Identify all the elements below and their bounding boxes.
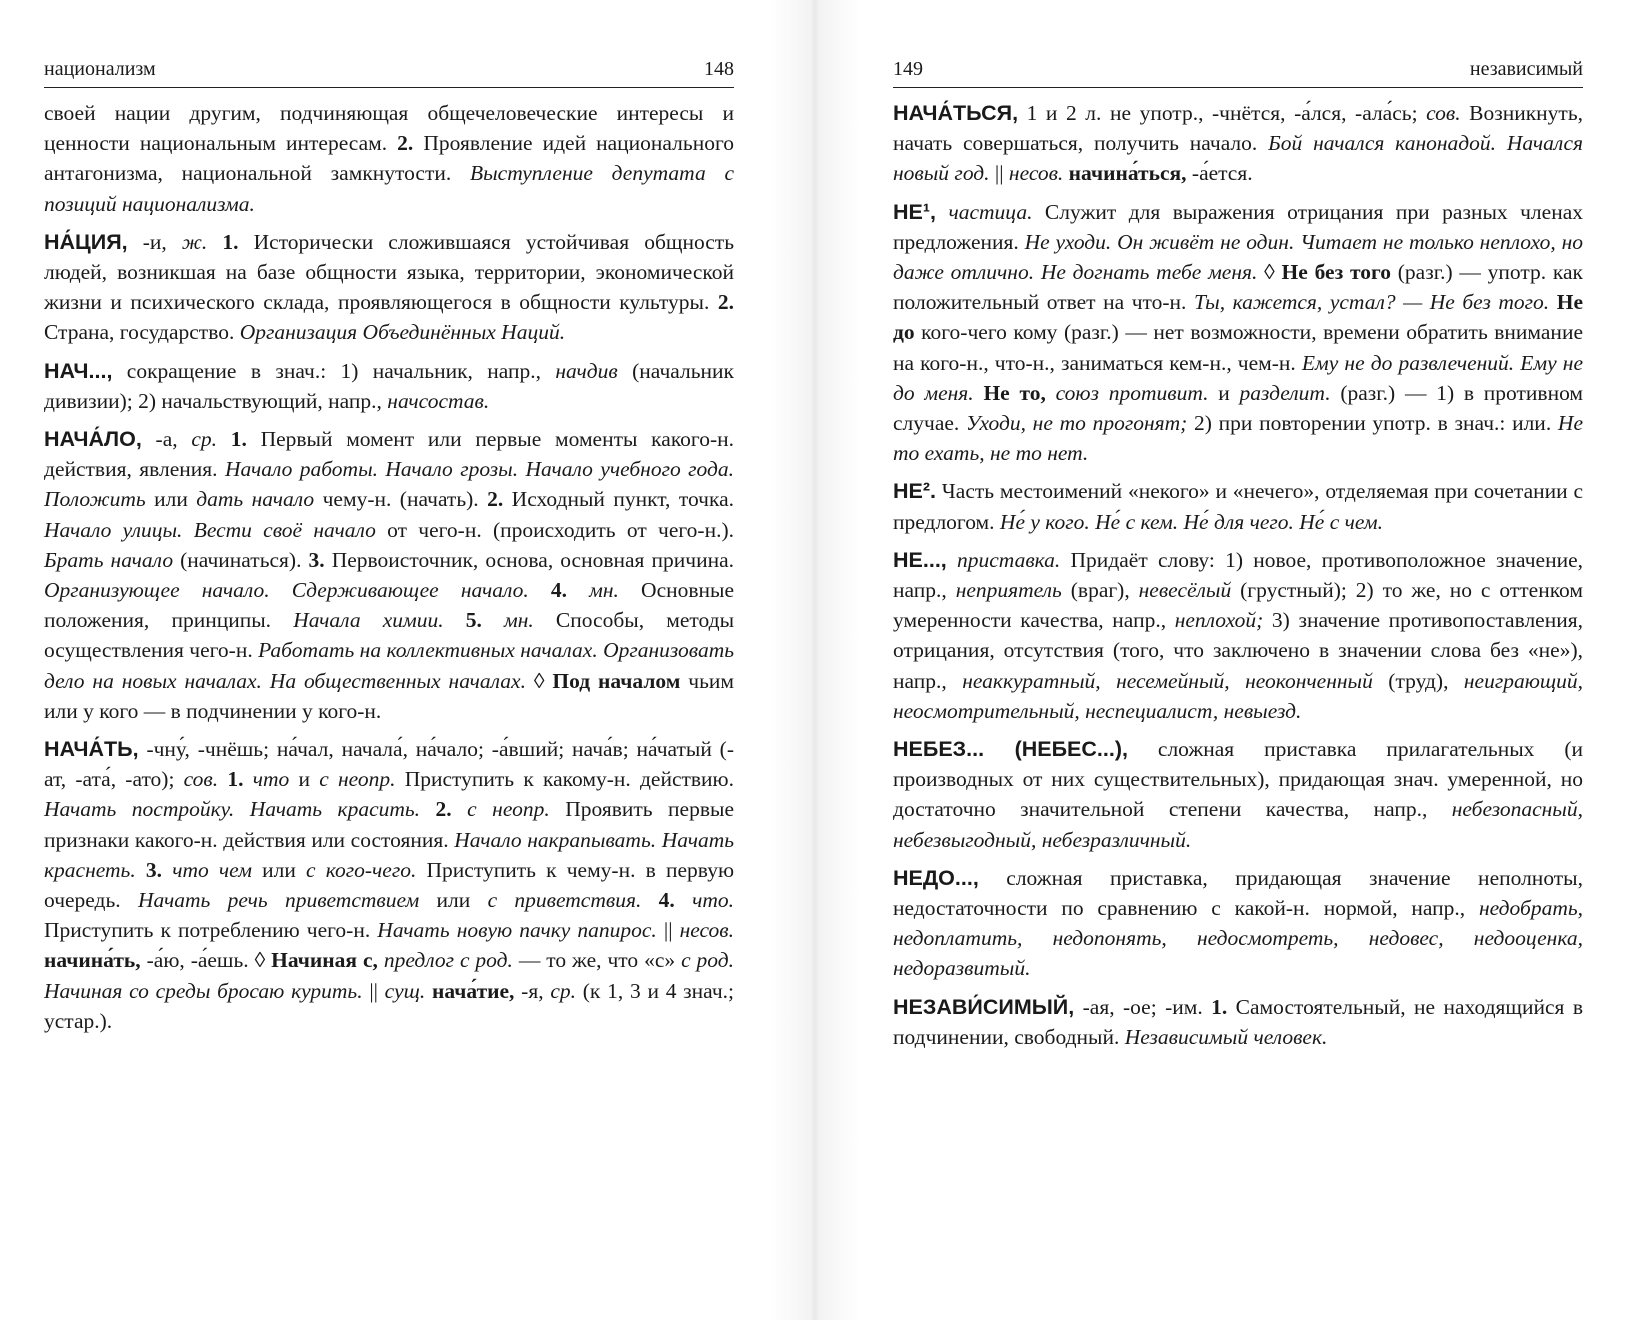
entry-text: своей нации другим, подчиняющая общечеловеческие интересы и ценности национальным интересам. (44, 101, 734, 156)
entry-italic-text: Независимый человек. (1124, 1024, 1328, 1049)
entry-text (641, 888, 658, 912)
entry-text (482, 608, 504, 632)
entry-text (162, 858, 172, 882)
entry-italic-text: Выступление депутата с позиций национализма. (44, 161, 734, 216)
entry-italic-text: Уходи, не то прогонят; (966, 411, 1188, 436)
entry-bold-text: 2. (717, 290, 734, 315)
entry-text: или (419, 888, 488, 913)
entry-text: (к 1, 3 и 4 знач.; устар.). (44, 978, 735, 1033)
entry-text (936, 200, 948, 224)
entry-italic-text: что (252, 767, 290, 792)
entry-bold-text: 2. (487, 487, 504, 512)
left-header-word: национализм (44, 58, 156, 80)
entry-text: (разг.) — 1) в противном случае. (893, 380, 1584, 436)
entry-italic-text: сущ. (384, 978, 426, 1003)
entry-bold-text: 1. (227, 767, 244, 792)
entry-bold-text: Не без того (1281, 260, 1391, 285)
entry-text: (начинаться). (173, 547, 309, 572)
entry-text (947, 548, 957, 572)
entry-text: -а́ю, -а́ешь. ◊ (140, 948, 272, 973)
entry-text: || (989, 161, 1009, 186)
entry-italic-text: начсостав. (387, 388, 490, 413)
entry-italic-text: с неопр. (467, 797, 550, 822)
entry-text: Исторически сложившаяся устойчивая общность людей, возникшая на базе общности языка, территории, экономической жизни и психического склада, проявляющегося в общности культуры. (44, 229, 734, 315)
left-running-head (44, 58, 734, 88)
entry-headword: НЕ..., (893, 547, 947, 572)
entry-headword: НАЧ..., (44, 358, 113, 383)
entry-text: || (656, 918, 680, 943)
entry-bold-text: нача́тие, (431, 978, 515, 1003)
entry-italic-text: с кого-чего. (306, 857, 417, 882)
entry-italic-text: Бой начался канонадой. Начался новый год. (893, 131, 1584, 186)
entry-text: Первый момент или первые моменты какого-н. действия, явления. (44, 427, 734, 482)
entry-text (218, 767, 227, 791)
entry-text (1549, 290, 1557, 314)
entry-italic-text: мн. (504, 608, 534, 633)
entry-text (529, 578, 551, 602)
dictionary-entry (893, 992, 1583, 1052)
entry-bold-text: 2. (397, 131, 414, 156)
entry-text: Первоисточник, основа, основная причина. (324, 547, 735, 572)
entry-bold-text: начина́ться, (1068, 161, 1187, 186)
entry-bold-text: Под началом (552, 668, 681, 693)
entry-text: и (1208, 380, 1240, 405)
dictionary-entry (893, 476, 1583, 536)
entry-text (425, 979, 432, 1003)
entry-headword: НЕ¹, (893, 199, 936, 224)
entry-text: -я, (514, 978, 551, 1003)
entry-italic-text: частица. (948, 199, 1033, 224)
entry-bold-text: Не то, (983, 380, 1046, 405)
entry-italic-text: Начало работы. Начало грозы. Начало учебного года. Положить (44, 457, 734, 512)
entry-italic-text: ср. (191, 427, 218, 452)
entry-italic-text: ж. (181, 229, 208, 254)
entry-italic-text: что. (692, 888, 734, 913)
entry-italic-text: ср. (550, 978, 577, 1003)
entry-text: и (289, 767, 320, 792)
entry-text: сложная приставка, придающая значение неполноты, недостаточности по сравнению с какой-н. нормой, напр., (893, 865, 1583, 921)
entry-text: Приступить к какому-н. действию. (395, 767, 734, 792)
entry-italic-text: неприятель (955, 578, 1062, 603)
entry-text: Способы, методы осуществления чего-н. (44, 608, 735, 663)
entry-bold-text: 4. (550, 578, 568, 603)
entry-text: (враг), (1061, 578, 1139, 603)
entry-italic-text: Начать постройку. Начать красить. (44, 797, 421, 822)
entry-italic-text: Начало накрапывать. Начать краснеть. (44, 827, 735, 882)
entry-text: Приступить к чему-н. в первую очередь. (44, 857, 735, 913)
entry-text: (разг.) — употр. как положительный ответ на что-н. (893, 260, 1584, 315)
entry-text: или (251, 857, 307, 882)
dictionary-entry (44, 98, 734, 219)
entry-text (1046, 381, 1056, 405)
entry-bold-text: 3. (308, 547, 325, 572)
entry-text: Придаёт слову: 1) новое, противоположное значение, напр., (893, 547, 1584, 603)
entry-text: 3) значение противопоставления, отрицания, отсутствия (того, что заключено в значении слова без «не»), напр., (893, 608, 1583, 693)
entry-italic-text: с род. Начиная со среды бросаю курить. (44, 948, 735, 1003)
entry-text: от чего-н. (происходить от чего-н.). (375, 517, 734, 542)
entry-text (243, 767, 252, 791)
right-page (893, 58, 1583, 1060)
entry-italic-text: с приветствия. (487, 888, 642, 913)
entry-bold-text: 1. (230, 427, 247, 452)
entry-text: -ая, -ое; -им. (1074, 994, 1212, 1019)
entry-text: или (145, 487, 197, 512)
entry-text: Основные положения, принципы. (44, 578, 735, 633)
entry-bold-text: 5. (465, 608, 482, 633)
entry-headword: НЕЗАВИ́СИМЫЙ, (893, 994, 1075, 1019)
entry-italic-text: предлог с род. (383, 948, 513, 973)
left-page (44, 58, 734, 1044)
entry-italic-text: дать начало (196, 487, 315, 512)
entry-italic-text: Начала химии. (293, 608, 444, 633)
entry-text: Исходный пункт, точка. (503, 487, 735, 512)
right-running-head (893, 58, 1583, 88)
entry-text: ◊ (525, 668, 553, 693)
entry-bold-text: 3. (145, 857, 163, 882)
entry-italic-text: недобрать, недоплатить, недопонять, недосмотреть, недовес, недооценка, недоразвитый. (893, 896, 1583, 981)
entry-bold-text: 2. (435, 797, 452, 822)
entry-text (567, 578, 589, 602)
dictionary-entry (44, 424, 734, 726)
entry-text (452, 797, 467, 821)
entry-italic-text: Работать на коллективных началах. Организовать дело на новых началах. На общественных началах. (44, 638, 735, 693)
entry-text (444, 608, 466, 632)
entry-text: -а́ется. (1186, 161, 1253, 186)
entry-text: 1 и 2 л. не употр., -чнётся, -а́лся, -ала́сь; (1018, 101, 1427, 125)
left-page-number: 148 (704, 58, 734, 80)
entry-text: || (362, 978, 385, 1003)
entry-headword: НАЧА́ЛО, (44, 427, 142, 452)
dictionary-entry (44, 356, 734, 416)
left-page-body (44, 98, 734, 1036)
entry-bold-text: 1. (222, 229, 239, 254)
entry-text: -и, (127, 229, 182, 254)
entry-headword: НЕДО..., (893, 865, 979, 890)
dictionary-entry (44, 734, 734, 1036)
entry-italic-text: неплохой; (1174, 608, 1264, 633)
entry-text (217, 427, 231, 451)
dictionary-entry (893, 545, 1583, 726)
entry-italic-text: Не уходи. Он живёт не один. Читает не только неплохо, но даже отлично. Не догнать тебе меня. (893, 229, 1583, 285)
dictionary-entry (893, 197, 1583, 469)
right-header-word: независимый (1469, 58, 1583, 80)
book-gutter (770, 0, 860, 1320)
entry-italic-text: Начать речь приветствием (137, 888, 420, 913)
entry-text (420, 797, 435, 821)
entry-italic-text: Начать новую пачку папирос. (377, 918, 657, 943)
entry-headword: НАЧА́ТЬ, (44, 737, 139, 762)
entry-text: (грустный); 2) то же, но с оттенком умеренности качества, напр., (893, 578, 1583, 633)
entry-italic-text: неиграющий, неосмотрительный, неспециалист, невыезд. (893, 668, 1584, 723)
entry-text: сложная приставка прилагательных (и производных от них существительных), придающая знач. умеренной, но достаточно значительной степени качества, напр., (893, 737, 1583, 822)
entry-italic-text: несов. (679, 918, 734, 943)
entry-headword: НЕ². (893, 479, 936, 504)
dictionary-entry (893, 98, 1583, 189)
dictionary-entry (44, 227, 734, 348)
entry-text: (труд), (1372, 668, 1464, 693)
entry-italic-text: начдив (555, 358, 618, 383)
entry-headword: НА́ЦИЯ, (44, 229, 128, 254)
entry-text: — то же, что «с» (512, 948, 682, 973)
entry-italic-text: приставка. (957, 547, 1061, 572)
entry-bold-text: Начиная с, (271, 948, 378, 973)
entry-italic-text: Организация Объединённых Наций. (239, 320, 566, 345)
entry-text (207, 230, 222, 254)
entry-text: (начальник дивизии); 2) начальствующий, напр., (44, 358, 734, 413)
entry-text: ◊ (1257, 260, 1282, 285)
dictionary-entry (893, 734, 1583, 855)
right-page-number: 149 (893, 58, 923, 80)
entry-italic-text: с неопр. (319, 767, 396, 792)
entry-italic-text: Не то ехать, не то нет. (893, 411, 1583, 466)
entry-text: сокращение в знач.: 1) начальник, напр., (112, 358, 556, 383)
entry-text (974, 381, 984, 405)
entry-italic-text: Ему не до развлечений. Ему не до меня. (893, 350, 1583, 405)
entry-italic-text: что чем (172, 857, 252, 882)
entry-text: чьим или у кого — в подчинении у кого-н. (44, 668, 735, 723)
entry-text: Часть местоимений «некого» и «нечего», отделяемая при сочетании с предлогом. (893, 479, 1583, 534)
entry-text: Служит для выражения отрицания при разных членах предложения. (893, 199, 1584, 254)
entry-italic-text: союз противит. (1055, 380, 1209, 405)
dictionary-entry (893, 863, 1583, 984)
entry-text: чему-н. (начать). (314, 487, 488, 512)
entry-text: кого-чего кому (разг.) — нет возможности, времени обратить внимание на кого-н., что-н., заниматься кем-н., чем-н. (893, 320, 1583, 375)
entry-italic-text: неаккуратный, несемейный, неоконченный (962, 668, 1373, 693)
entry-italic-text: мн. (589, 578, 619, 603)
entry-text: -чну́, -чнёшь; на́чал, начала́, на́чало; -а́вший; нача́в; на́чатый (-ат, -ата́, -ато); (44, 737, 734, 792)
entry-italic-text: небезопасный, небезвыгодный, небезразличный. (893, 797, 1583, 852)
entry-italic-text: сов. (1426, 101, 1461, 125)
entry-italic-text: Брать начало (44, 547, 174, 572)
entry-italic-text: несов. (1008, 161, 1064, 186)
entry-italic-text: Не́ у кого. Не́ с кем. Не́ для чего. Не́ с чем. (999, 509, 1383, 534)
entry-italic-text: невесёлый (1138, 578, 1232, 603)
entry-bold-text: начина́ть, (44, 948, 141, 973)
entry-bold-text: 1. (1211, 994, 1228, 1019)
entry-bold-text: 4. (658, 888, 675, 913)
entry-italic-text: разделит. (1239, 380, 1331, 405)
entry-headword: НАЧА́ТЬСЯ, (893, 101, 1019, 125)
entry-italic-text: Ты, кажется, устал? — Не без того. (1193, 290, 1550, 315)
entry-bold-text: Не до (893, 290, 1583, 345)
entry-italic-text: сов. (183, 767, 219, 792)
entry-text (136, 858, 146, 882)
entry-text: Страна, государство. (44, 320, 240, 345)
entry-text (675, 888, 692, 912)
entry-text: -а, (141, 427, 192, 452)
entry-headword: НЕБЕЗ... (НЕБЕС...), (893, 737, 1128, 762)
right-page-body (893, 98, 1583, 1052)
entry-text: Проявить первые признаки какого-н. действия или состояния. (44, 797, 734, 852)
entry-text: Приступить к потреблению чего-н. (44, 918, 378, 943)
entry-text: Возникнуть, начать совершаться, получить начало. (893, 101, 1584, 156)
entry-text: 2) при повторении употр. в знач.: или. (1187, 411, 1558, 436)
entry-text: Проявление идей национального антагонизма, национальной замкнутости. (44, 131, 734, 186)
entry-italic-text: Организующее начало. Сдерживающее начало. (44, 578, 529, 603)
entry-italic-text: Начало улицы. Вести своё начало (44, 517, 376, 542)
entry-text: Самостоятельный, не находящийся в подчинении, свободный. (893, 994, 1583, 1049)
